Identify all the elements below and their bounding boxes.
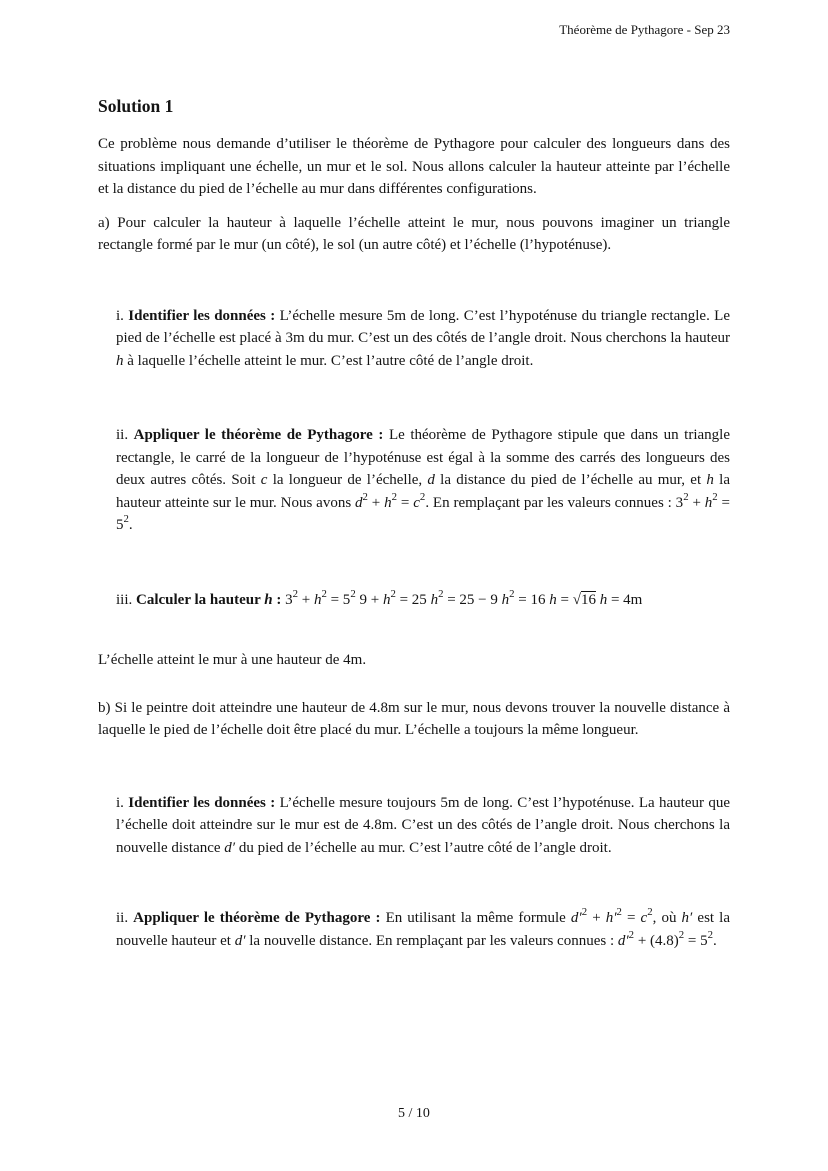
list-item-a-i: i. Identifier les données : L’échelle mesure 5m de long. C’est l’hypoténuse du triangle rectangle. Le pied de l’échelle est placé à 3m du mur. C’est un des côtés de l’angle droit. Nous cherchons la hauteur h à laquelle l’échelle atteint le mur. C’est l’autre côté de l’angle droit.: [116, 307, 730, 369]
paragraph-intro: Ce problème nous demande d’utiliser le théorème de Pythagore pour calculer des longueurs dans des situations impliquant une échelle, un mur et le sol. Nous allons calculer la hauteur atteinte par l’échelle et la distance du pied de l’échelle au mur dans différentes configurations.: [98, 136, 730, 197]
list-item-a-iii: iii. Calculer la hauteur h : $3^2 + h^2 = 5^2$ $9 + h^2 = 25$ $h^2 = 25 - 9$ $h^2 = 16$ h = √16 h = 4m: [116, 587, 643, 608]
running-header: Théorème de Pythagore - Sep 23: [559, 22, 730, 37]
paragraph-result-a: L’échelle atteint le mur à une hauteur de 4m.: [98, 652, 367, 668]
solution-title: Solution 1: [98, 96, 174, 116]
list-item-b-i: i. Identifier les données : L’échelle mesure toujours 5m de long. C’est l’hypoténuse. La hauteur que l’échelle doit atteindre sur le mur est de 4.8m. C’est un des côtés de l’angle droit. Nous cherchons la nouvelle distance d′ du pied de l’échelle au mur. C’est l’autre côté de l’angle droit.: [116, 794, 731, 856]
paragraph-part-b: b) Si le peintre doit atteindre une hauteur de 4.8m sur le mur, nous devons trouver la nouvelle distance à laquelle le pied de l’échelle doit être placé du mur. L’échelle a toujours la même longueur.: [98, 699, 730, 738]
list-item-a-ii: ii. Appliquer le théorème de Pythagore : Le théorème de Pythagore stipule que dans un triangle rectangle, le carré de la longueur de l’hypoténuse est égal à la somme des carrés des longueurs des deux autres côtés. Soit c la longueur de l’échelle, d la distance du pied de l’échelle au mur, et h la hauteur atteinte sur le mur. Nous avons $d^2 + h^2 = c^2$. En remplaçant par les valeurs connues : $3^2 + h^2 = 5^2$.: [116, 427, 731, 533]
list-item-b-ii: ii. Appliquer le théorème de Pythagore : En utilisant la même formule $d'^2 + h'^2 = c^2$, où h′ est la nouvelle hauteur et d′ la nouvelle distance. En remplaçant par les valeurs connues : $d'^2 + (4.8)^2 = 5^2$.: [116, 906, 730, 949]
paragraph-part-a: a) Pour calculer la hauteur à laquelle l’échelle atteint le mur, nous pouvons imaginer un triangle rectangle formé par le mur (un côté), le sol (un autre côté) et l’échelle (l’hypoténuse).: [98, 214, 730, 253]
page-number: 5 / 10: [398, 1106, 430, 1121]
